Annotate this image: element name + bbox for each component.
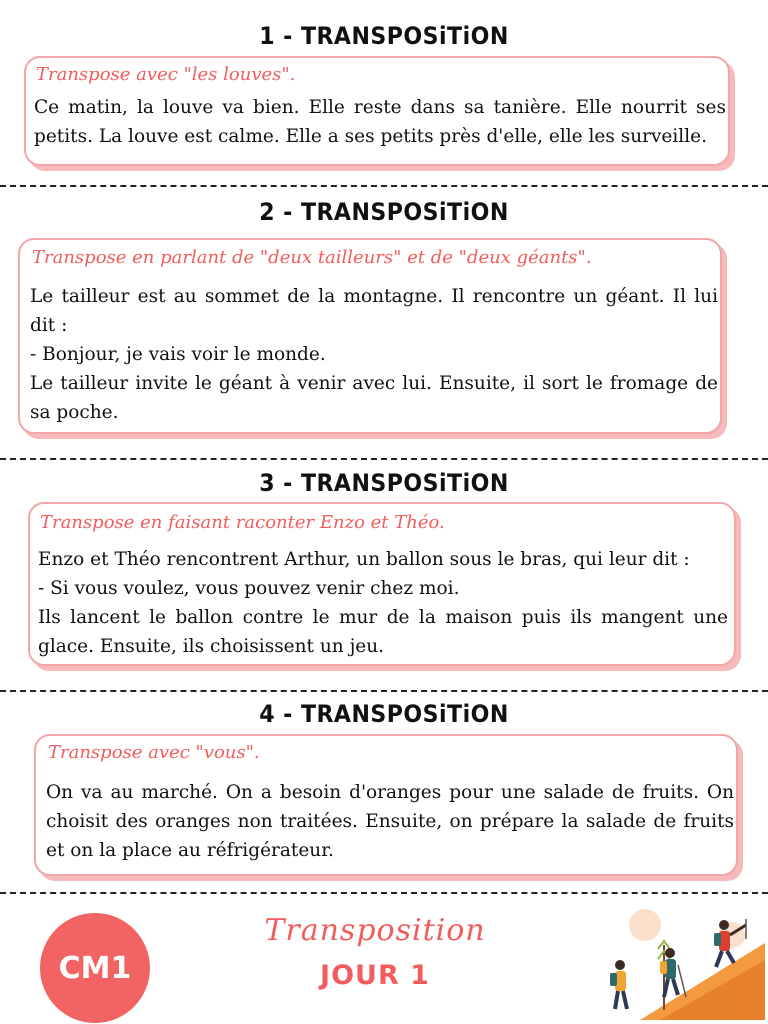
section-4-text: [46, 778, 734, 865]
section-3-heading: 3 - TRANSPOSiTiON: [259, 469, 509, 497]
text-line: - Si vous voulez, vous pouvez venir chez moi.: [38, 578, 460, 599]
text-line: Le tailleur est au sommet de la montagne. Il rencontre un géant. Il lui: [30, 286, 718, 307]
footer-day: JOUR 1: [320, 960, 430, 991]
section-2-text: [30, 282, 718, 427]
footer-title: Transposition: [264, 913, 486, 948]
section-4-instruction: Transpose avec "vous".: [48, 742, 260, 763]
text-line: Le tailleur invite le géant à venir avec lui. Ensuite, il sort le fromage de: [30, 373, 718, 394]
separator-4: [0, 892, 768, 894]
text-line: Ce matin, la louve va bien. Elle reste dans sa tanière. Elle nourrit ses: [34, 97, 726, 118]
section-2-instruction: Transpose en parlant de "deux tailleurs" et de "deux géants".: [32, 247, 592, 268]
section-2-heading: 2 - TRANSPOSiTiON: [259, 198, 509, 226]
section-1-instruction: Transpose avec "les louves".: [36, 64, 296, 85]
section-3-instruction: Transpose en faisant raconter Enzo et Théo.: [40, 512, 445, 533]
section-1-heading: 1 - TRANSPOSiTiON: [259, 22, 509, 50]
text-line: Ils lancent le ballon contre le mur de la maison puis ils mangent une: [38, 607, 728, 628]
separator-2: [0, 458, 768, 460]
text-line: dit :: [30, 315, 68, 336]
text-line: et on la place au réfrigérateur.: [46, 840, 334, 861]
text-line: - Bonjour, je vais voir le monde.: [30, 344, 326, 365]
text-line: choisit des oranges non traitées. Ensuite, on prépare la salade de fruits: [46, 811, 734, 832]
text-line: glace. Ensuite, ils choisissent un jeu.: [38, 636, 385, 657]
text-line: On va au marché. On a besoin d'oranges pour une salade de fruits. On: [46, 782, 734, 803]
text-line: sa poche.: [30, 402, 119, 423]
level-badge: CM1: [40, 913, 150, 1023]
hikers-icon: [600, 905, 765, 1020]
separator-1: [0, 185, 768, 187]
section-4-heading: 4 - TRANSPOSiTiON: [259, 700, 509, 728]
section-3-text: [38, 545, 728, 661]
text-line: petits. La louve est calme. Elle a ses petits près d'elle, elle les surveille.: [34, 126, 707, 147]
text-line: Enzo et Théo rencontrent Arthur, un ballon sous le bras, qui leur dit :: [38, 549, 690, 570]
section-1-text: [34, 93, 726, 151]
separator-3: [0, 690, 768, 692]
